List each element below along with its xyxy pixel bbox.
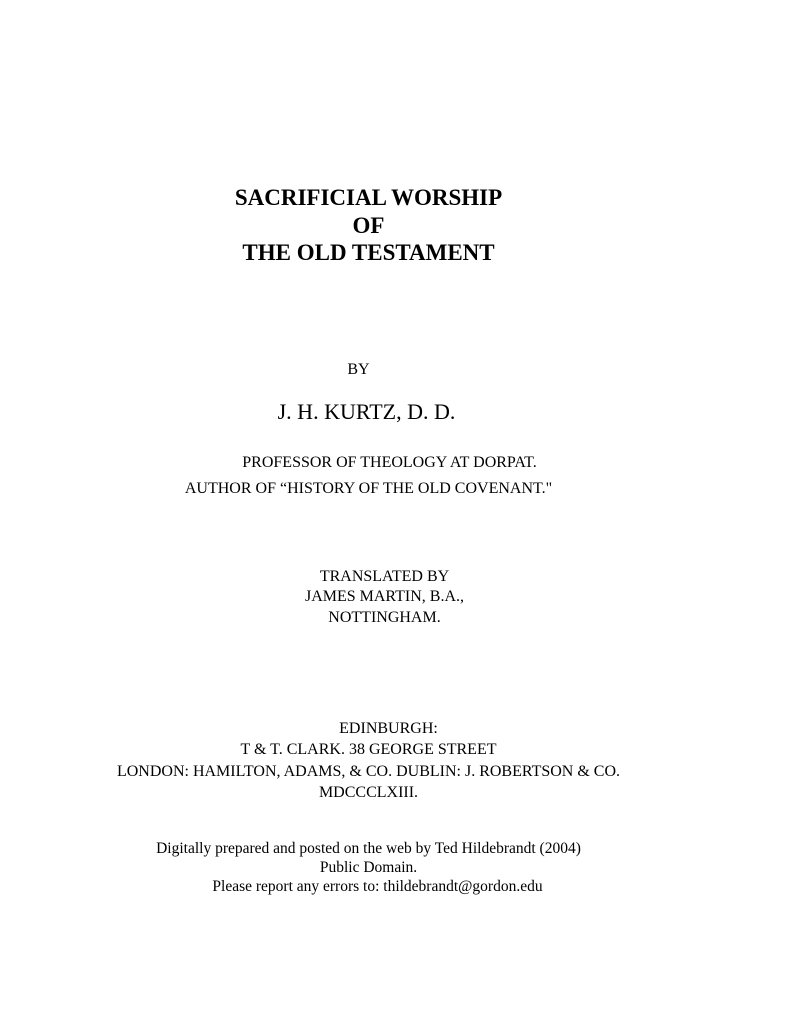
author-role-2: AUTHOR OF “HISTORY OF THE OLD COVENANT." <box>184 480 553 497</box>
publisher-date: MDCCCLXIII. <box>318 784 419 801</box>
author-name: J. H. KURTZ, D. D. <box>277 399 456 424</box>
by-label: BY <box>347 361 370 378</box>
title-line-2: OF <box>352 213 385 238</box>
title-line-1: SACRIFICIAL WORSHIP <box>234 185 503 210</box>
footer-line-1: Digitally prepared and posted on the web by Ted Hildebrandt (2004) <box>156 840 581 857</box>
translator-line-2: JAMES MARTIN, B.A., <box>304 588 465 605</box>
publisher-line-2: T & T. CLARK. 38 GEORGE STREET <box>240 741 497 758</box>
publisher-line-1: EDINBURGH: <box>339 720 438 737</box>
author-role-1: PROFESSOR OF THEOLOGY AT DORPAT. <box>242 454 537 471</box>
footer-contact: Please report any errors to: thildebrandt@gordon.edu <box>212 878 543 895</box>
translator-line-1: TRANSLATED BY <box>319 568 450 585</box>
footer-line-2: Public Domain. <box>319 859 418 876</box>
title-line-3: THE OLD TESTAMENT <box>242 240 495 265</box>
publisher-line-3: LONDON: HAMILTON, ADAMS, & CO. DUBLIN: J. ROBERTSON & CO. <box>116 763 621 780</box>
translator-line-3: NOTTINGHAM. <box>328 609 441 626</box>
